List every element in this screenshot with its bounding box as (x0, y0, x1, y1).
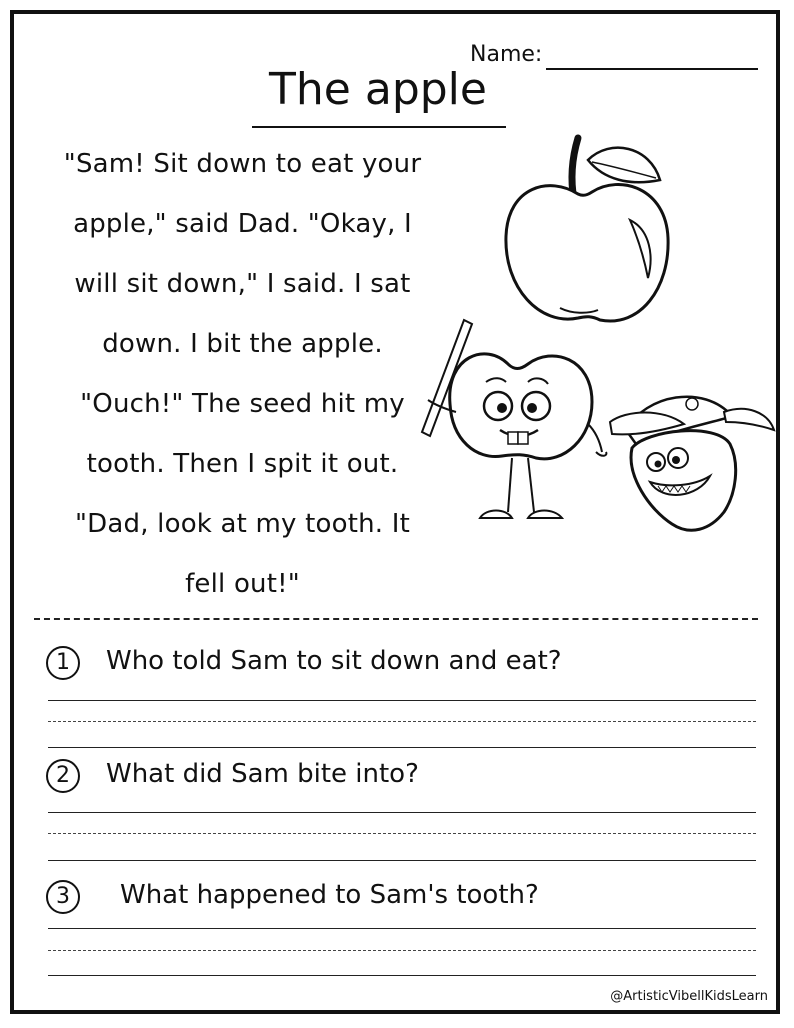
answer-line-bottom[interactable] (48, 975, 756, 976)
question-number: 2 (46, 759, 80, 793)
story-line: fell out!" (185, 569, 300, 599)
answer-line-top[interactable] (48, 928, 756, 929)
credit-handle: @ArtisticVibellKidsLearn (610, 989, 768, 1004)
answer-line-bottom[interactable] (48, 747, 756, 748)
section-divider (34, 618, 758, 620)
answer-line-mid[interactable] (48, 950, 756, 951)
title-underline (252, 126, 506, 128)
question-text: Who told Sam to sit down and eat? (106, 646, 562, 676)
answer-line-mid[interactable] (48, 833, 756, 834)
story-line: "Sam! Sit down to eat your (63, 149, 422, 179)
page-title: The apple (269, 64, 487, 115)
apple-character-icon (416, 312, 612, 534)
story-text (40, 142, 445, 622)
name-field[interactable] (470, 42, 760, 72)
question-2 (46, 757, 756, 797)
question-3 (46, 878, 756, 918)
answer-line-bottom[interactable] (48, 860, 756, 861)
name-label: Name: (470, 42, 543, 67)
question-text: What happened to Sam's tooth? (120, 880, 539, 910)
answer-line-top[interactable] (48, 812, 756, 813)
story-line: apple," said Dad. "Okay, I (73, 209, 412, 239)
story-line: "Dad, look at my tooth. It (75, 509, 410, 539)
question-text: What did Sam bite into? (106, 759, 419, 789)
story-line: will sit down," I said. I sat (74, 269, 411, 299)
apple-icon (500, 128, 680, 328)
question-number: 1 (46, 646, 80, 680)
question-1 (46, 644, 756, 684)
story-line: "Ouch!" The seed hit my (80, 389, 405, 419)
name-write-line[interactable] (546, 68, 758, 70)
story-line: down. I bit the apple. (102, 329, 383, 359)
story-line: tooth. Then I spit it out. (86, 449, 399, 479)
answer-line-top[interactable] (48, 700, 756, 701)
answer-line-mid[interactable] (48, 721, 756, 722)
question-number: 3 (46, 880, 80, 914)
seed-character-icon (606, 364, 778, 540)
